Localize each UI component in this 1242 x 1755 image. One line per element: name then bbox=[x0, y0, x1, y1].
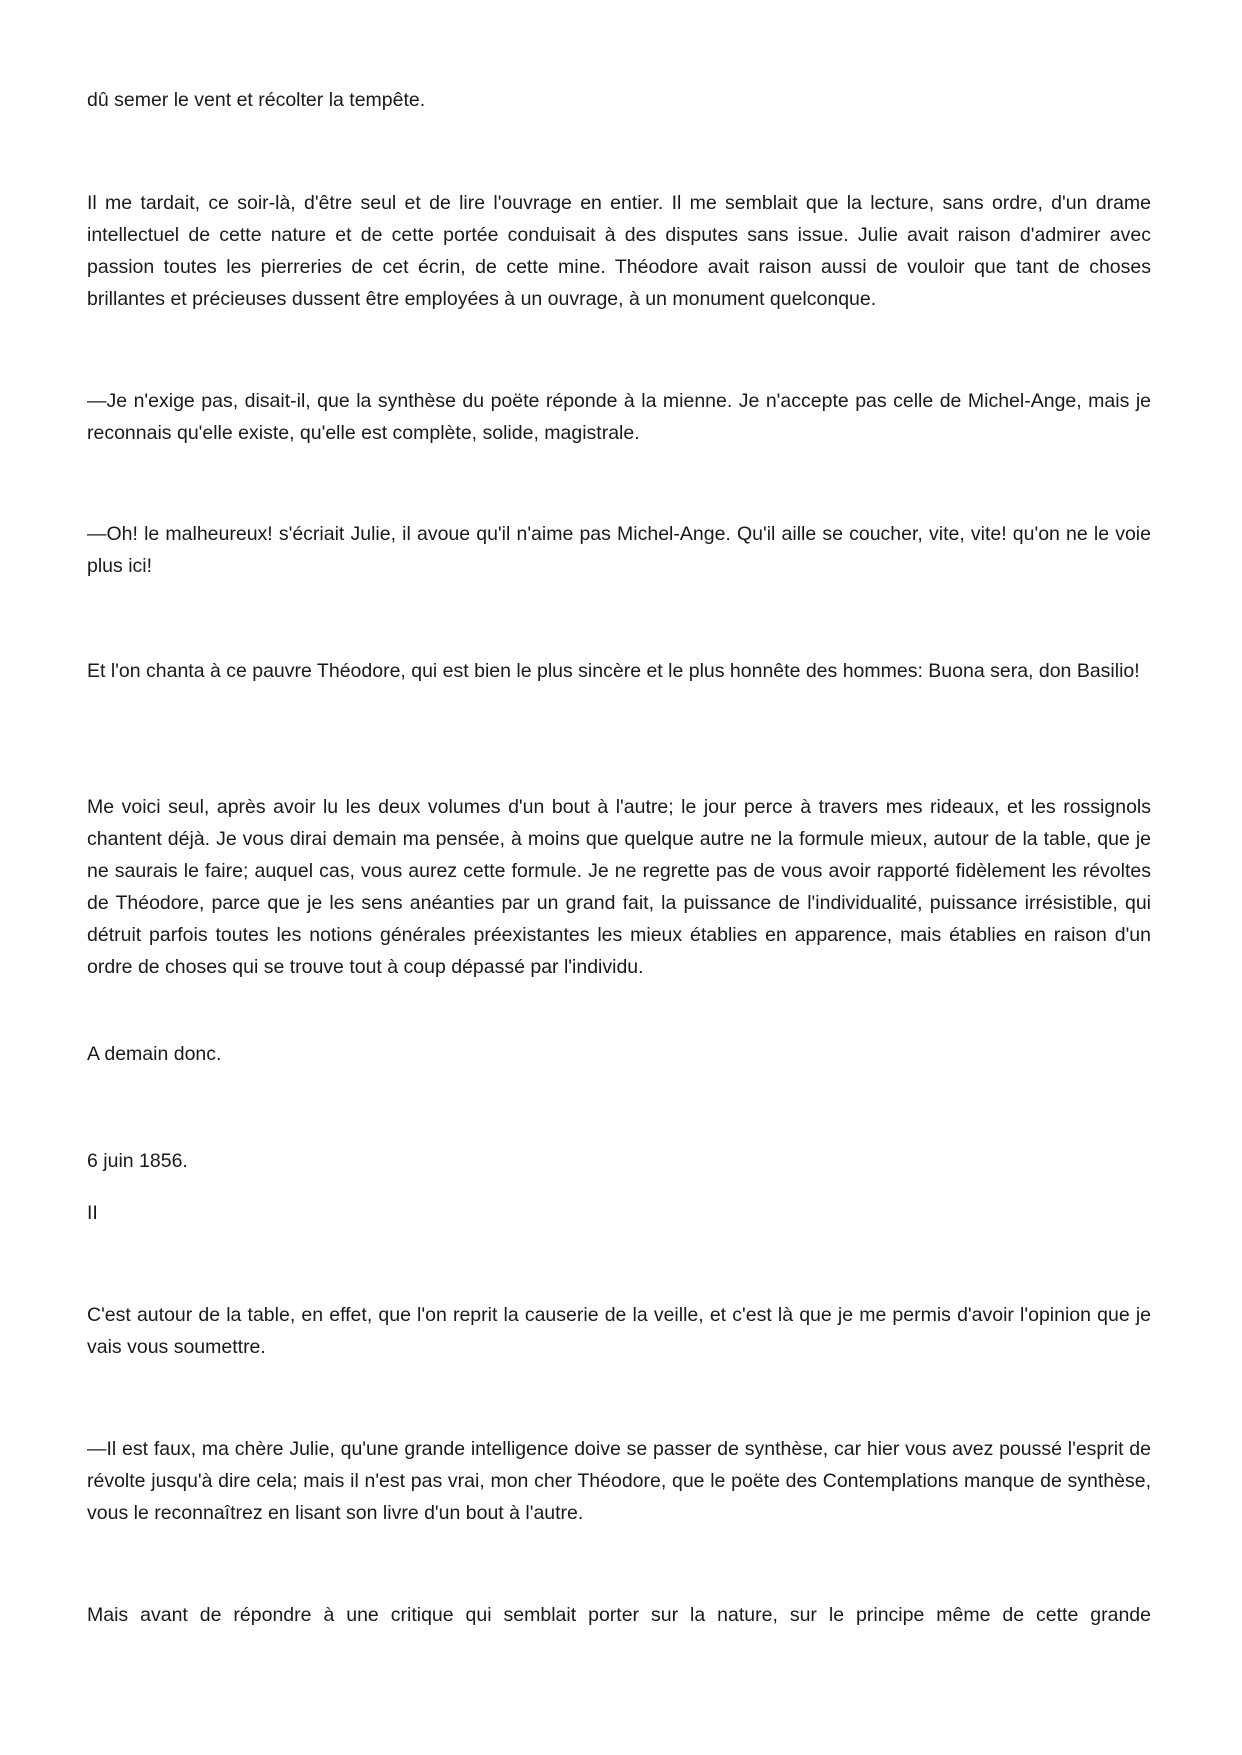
paragraph-3: —Je n'exige pas, disait-il, que la synthèse du poëte réponde à la mienne. Je n'accepte pas celle de Michel-Ange, mais je reconnais qu'elle existe, qu'elle est complète, solide, magistrale. bbox=[87, 390, 1151, 444]
paragraph-5: Et l'on chanta à ce pauvre Théodore, qui est bien le plus sincère et le plus honnête des hommes: Buona sera, don Basilio! bbox=[87, 660, 1140, 682]
paragraph-1: dû semer le vent et récolter la tempête. bbox=[87, 89, 426, 111]
chapter-heading: II bbox=[87, 1202, 98, 1224]
paragraph-8: C'est autour de la table, en effet, que l'on reprit la causerie de la veille, et c'est là que je me permis d'avoir l'opinion que je vais vous soumettre. bbox=[87, 1304, 1151, 1358]
date-line: 6 juin 1856. bbox=[87, 1150, 188, 1172]
paragraph-6: Me voici seul, après avoir lu les deux volumes d'un bout à l'autre; le jour perce à travers mes rideaux, et les rossignols chantent déjà. Je vous dirai demain ma pensée, à moins que quelque autre ne la formule mieux, autour de la table, que je ne saurais le faire; auquel cas, vous aurez cette formule. Je ne regrette pas de vous avoir rapporté fidèlement les révoltes de Théodore, parce que je les sens anéanties par un grand fait, la puissance de l'individualité, puissance irrésistible, qui détruit parfois toutes les notions générales préexistantes les mieux établies en apparence, mais établies en raison d'un ordre de choses qui se trouve tout à coup dépassé par l'individu. bbox=[87, 796, 1151, 978]
paragraph-2: Il me tardait, ce soir-là, d'être seul et de lire l'ouvrage en entier. Il me semblait que la lecture, sans ordre, d'un drame intellectuel de cette nature et de cette portée conduisait à des disputes sans issue. Julie avait raison d'admirer avec passion toutes les pierreries de cet écrin, de cette mine. Théodore avait raison aussi de vouloir que tant de choses brillantes et précieuses dussent être employées à un ouvrage, à un monument quelconque. bbox=[87, 192, 1151, 310]
paragraph-9: —Il est faux, ma chère Julie, qu'une grande intelligence doive se passer de synthèse, car hier vous avez poussé l'esprit de révolte jusqu'à dire cela; mais il n'est pas vrai, mon cher Théodore, que le poëte des Contemplations manque de synthèse, vous le reconnaîtrez en lisant son livre d'un bout à l'autre. bbox=[87, 1438, 1151, 1524]
paragraph-7: A demain donc. bbox=[87, 1043, 222, 1065]
paragraph-10: Mais avant de répondre à une critique qui semblait porter sur la nature, sur le principe même de cette grande bbox=[87, 1604, 1151, 1626]
paragraph-4: —Oh! le malheureux! s'écriait Julie, il avoue qu'il n'aime pas Michel-Ange. Qu'il aille se coucher, vite, vite! qu'on ne le voie plus ici! bbox=[87, 523, 1151, 577]
